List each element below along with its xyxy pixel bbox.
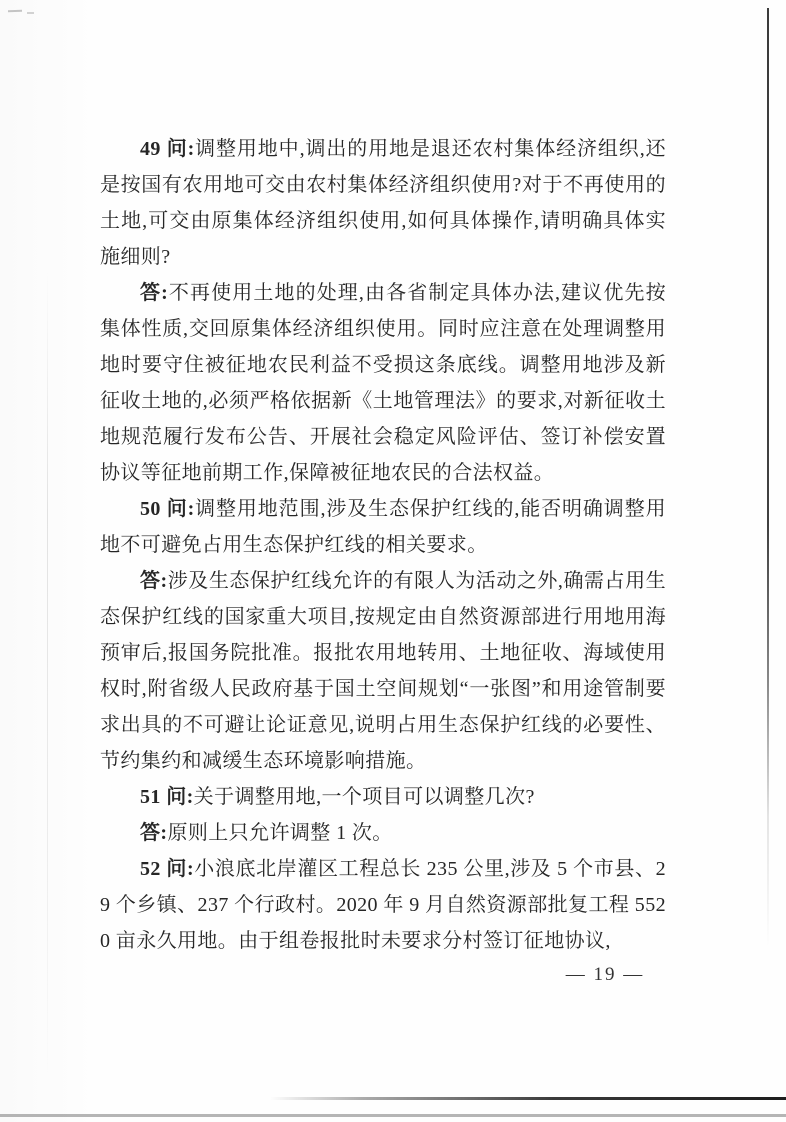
scan-left-shading — [0, 0, 100, 1122]
paragraph — [100, 779, 666, 815]
paragraph-text: 原则上只允许调整 1 次。 — [167, 822, 393, 844]
paragraph — [100, 275, 666, 491]
paragraph-text: 关于调整用地,一个项目可以调整几次? — [193, 786, 535, 808]
paragraph — [100, 491, 666, 563]
scan-edge-line-bottom — [270, 1097, 786, 1100]
paragraph-prefix: 51 问: — [140, 786, 194, 808]
paragraph — [100, 131, 666, 275]
paragraph — [100, 563, 666, 779]
paragraph-prefix: 50 问: — [140, 498, 195, 520]
paragraph-text: 调整用地中,调出的用地是退还农村集体经济组织,还是按国有农用地可交由农村集体经济组织使用?对于不再使用的土地,可交由原集体经济组织使用,如何具体操作,请明确具体实施细则? — [100, 138, 666, 268]
paragraph-prefix: 答: — [140, 822, 168, 844]
paragraph-text: 小浪底北岸灌区工程总长 235 公里,涉及 5 个市县、29 个乡镇、237 个行政村。2020 年 9 月自然资源部批复工程 5520 亩永久用地。由于组卷报批时未要求分村签订征地协议, — [100, 858, 666, 952]
paragraph-prefix: 49 问: — [140, 138, 195, 160]
paragraph-prefix: 答: — [140, 570, 168, 592]
scan-edge-band-bottom — [0, 1114, 786, 1117]
document-body — [100, 131, 666, 959]
page-number: — 19 — — [565, 964, 645, 985]
scan-fold-line — [47, 270, 48, 1080]
paragraph-text: 调整用地范围,涉及生态保护红线的,能否明确调整用地不可避免占用生态保护红线的相关要求。 — [100, 498, 666, 556]
paragraph-prefix: 52 问: — [140, 858, 195, 880]
paragraph-text: 涉及生态保护红线允许的有限人为活动之外,确需占用生态保护红线的国家重大项目,按规定由自然资源部进行用地用海预审后,报国务院批准。报批农用地转用、土地征收、海域使用权时,附省级人民政府基于国土空间规划“一张图”和用途管制要求出具的不可避让论证意见,说明占用生态保护红线的必要性、节约集约和减缓生态环境影响措施。 — [100, 570, 667, 772]
scan-speck — [27, 12, 34, 14]
scan-edge-line-right — [767, 8, 769, 948]
paragraph-prefix: 答: — [140, 282, 169, 304]
paragraph — [100, 851, 666, 959]
paragraph-text: 不再使用土地的处理,由各省制定具体办法,建议优先按集体性质,交回原集体经济组织使用。同时应注意在处理调整用地时要守住被征地农民利益不受损这条底线。调整用地涉及新征收土地的,必须严格依据新《土地管理法》的要求,对新征收土地规范履行发布公告、开展社会稳定风险评估、签订补偿安置协议等征地前期工作,保障被征地农民的合法权益。 — [100, 282, 667, 484]
paragraph — [100, 815, 666, 851]
